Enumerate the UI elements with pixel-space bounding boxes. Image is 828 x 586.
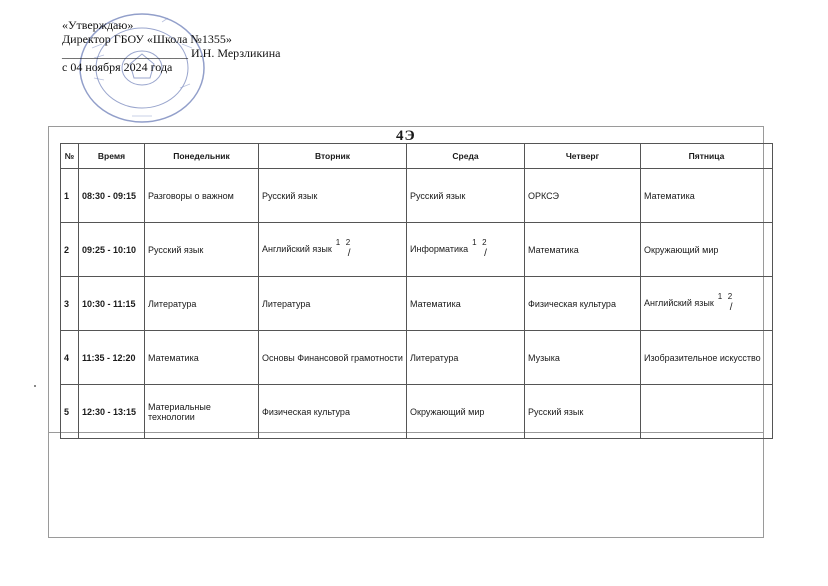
group-split-mark <box>472 237 494 259</box>
lesson-number: 1 <box>61 169 79 223</box>
tuesday-cell: Литература <box>259 277 407 331</box>
subject-text: Информатика <box>410 243 469 254</box>
timetable <box>60 143 773 439</box>
lesson-time: 12:30 - 13:15 <box>79 385 145 439</box>
group-sep: / <box>347 247 351 259</box>
thursday-cell: Музыка <box>525 331 641 385</box>
lesson-number: 2 <box>61 223 79 277</box>
wednesday-cell: Русский язык <box>407 169 525 223</box>
group-split-mark <box>335 237 358 259</box>
lesson-number: 3 <box>61 277 79 331</box>
scan-speck <box>34 385 36 387</box>
tuesday-cell: Основы Финансовой грамотности <box>259 331 407 385</box>
group-b: 2 <box>345 237 351 247</box>
table-row <box>61 385 773 439</box>
header-row <box>61 144 773 169</box>
lesson-number: 5 <box>61 385 79 439</box>
friday-cell: Математика <box>641 169 773 223</box>
friday-cell: Изобразительное искусство <box>641 331 773 385</box>
approval-block <box>62 18 280 74</box>
lesson-time: 08:30 - 09:15 <box>79 169 145 223</box>
class-title: 4Э <box>396 128 416 144</box>
thursday-cell: Математика <box>525 223 641 277</box>
approval-signature-line: _____________________ И.Н. Мерзликина <box>62 46 281 60</box>
monday-cell: Русский язык <box>145 223 259 277</box>
subject-text: Английский язык <box>644 297 714 308</box>
header-friday: Пятница <box>641 144 773 169</box>
lesson-time: 11:35 - 12:20 <box>79 331 145 385</box>
tuesday-cell: Физическая культура <box>259 385 407 439</box>
monday-cell: Литература <box>145 277 259 331</box>
header-thursday: Четверг <box>525 144 641 169</box>
thursday-cell: Русский язык <box>525 385 641 439</box>
wednesday-cell <box>407 223 525 277</box>
thursday-cell: Физическая культура <box>525 277 641 331</box>
header-monday: Понедельник <box>145 144 259 169</box>
group-a: 1 <box>717 291 723 301</box>
friday-cell <box>641 277 773 331</box>
table-row <box>61 169 773 223</box>
group-sep: / <box>729 301 733 313</box>
group-b: 2 <box>727 291 733 301</box>
monday-cell: Математика <box>145 331 259 385</box>
friday-cell <box>641 385 773 439</box>
header-num: № <box>61 144 79 169</box>
subject-text: Английский язык <box>262 243 332 254</box>
header-time: Время <box>79 144 145 169</box>
group-b: 2 <box>482 237 487 247</box>
wednesday-cell: Литература <box>407 331 525 385</box>
monday-cell: Материальные технологии <box>145 385 259 439</box>
approval-director: Директор ГБОУ «Школа №1355» <box>62 32 232 46</box>
lesson-time: 09:25 - 10:10 <box>79 223 145 277</box>
lesson-number: 4 <box>61 331 79 385</box>
monday-cell: Разговоры о важном <box>145 169 259 223</box>
table-row <box>61 277 773 331</box>
lesson-time: 10:30 - 11:15 <box>79 277 145 331</box>
tuesday-cell <box>259 223 407 277</box>
group-a: 1 <box>472 237 477 247</box>
approval-title: «Утверждаю» <box>62 18 134 32</box>
group-split-mark <box>717 291 740 313</box>
wednesday-cell: Математика <box>407 277 525 331</box>
tuesday-cell: Русский язык <box>259 169 407 223</box>
header-tuesday: Вторник <box>259 144 407 169</box>
group-a: 1 <box>335 237 341 247</box>
approval-date: с 04 ноября 2024 года <box>62 60 173 74</box>
table-row <box>61 331 773 385</box>
friday-cell: Окружающий мир <box>641 223 773 277</box>
thursday-cell: ОРКСЭ <box>525 169 641 223</box>
header-wednesday: Среда <box>407 144 525 169</box>
wednesday-cell: Окружающий мир <box>407 385 525 439</box>
table-row <box>61 223 773 277</box>
group-sep: / <box>484 247 487 259</box>
